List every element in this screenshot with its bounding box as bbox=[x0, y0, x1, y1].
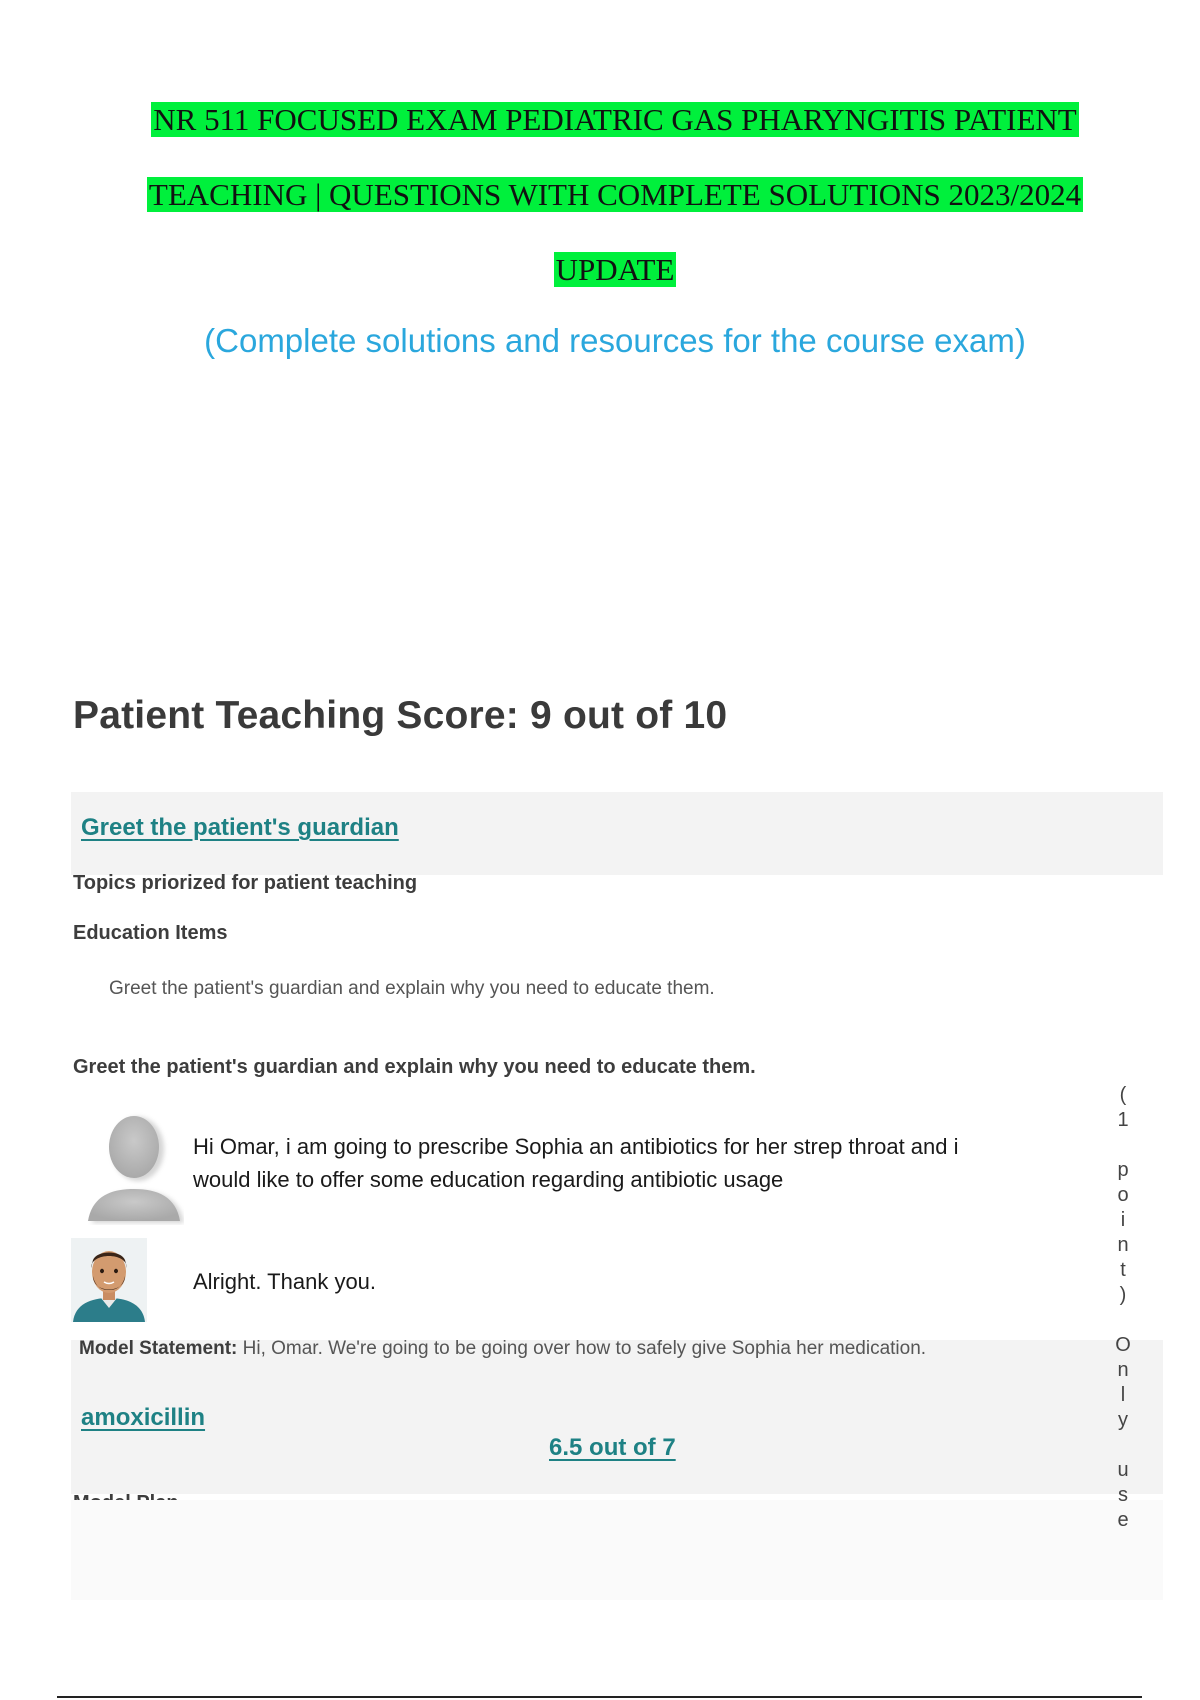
topics-label: Topics priorized for patient teaching bbox=[73, 872, 418, 894]
model-statement-band bbox=[71, 1340, 1163, 1494]
document-title bbox=[100, 82, 1130, 307]
margin-note-char: e bbox=[1117, 1509, 1129, 1531]
margin-note-char: p bbox=[1117, 1159, 1129, 1181]
title-line-1: NR 511 FOCUSED EXAM PEDIATRIC GAS PHARYNGITIS PATIENT bbox=[153, 102, 1077, 137]
margin-note-char: u bbox=[1117, 1459, 1129, 1481]
patient-teaching-score-heading: Patient Teaching Score: 9 out of 10 bbox=[73, 694, 728, 737]
greet-guardian-link[interactable]: Greet the patient's guardian bbox=[81, 814, 399, 841]
page-bottom-divider bbox=[57, 1696, 1142, 1698]
margin-note-char: s bbox=[1118, 1484, 1128, 1506]
amoxicillin-link[interactable]: amoxicillin bbox=[81, 1404, 206, 1431]
margin-note-char: O bbox=[1115, 1334, 1131, 1356]
margin-note-char: t bbox=[1120, 1259, 1126, 1281]
guardian-message: Alright. Thank you. bbox=[193, 1269, 377, 1294]
user-silhouette-icon bbox=[84, 1107, 184, 1225]
title-line-2: TEACHING | QUESTIONS WITH COMPLETE SOLUTIONS 2023/2024 bbox=[148, 177, 1082, 212]
title-line-3: UPDATE bbox=[555, 252, 675, 287]
model-plan-band bbox=[71, 1500, 1163, 1600]
document-subtitle: (Complete solutions and resources for the course exam) bbox=[204, 322, 1026, 359]
model-statement bbox=[79, 1338, 926, 1360]
bearded-man-avatar-icon bbox=[71, 1238, 147, 1322]
margin-note-char: o bbox=[1117, 1184, 1129, 1206]
vertical-margin-note bbox=[1111, 1083, 1135, 1533]
margin-note-char: y bbox=[1118, 1409, 1128, 1431]
provider-message: Hi Omar, i am going to prescribe Sophia an antibiotics for her strep throat and i would like to offer some education regarding antibiotic usage bbox=[193, 1134, 959, 1192]
margin-note-char: ( bbox=[1119, 1084, 1127, 1106]
model-statement-text: Hi, Omar. We're going to be going over how to safely give Sophia her medication. bbox=[237, 1338, 927, 1359]
margin-note-char: ) bbox=[1119, 1284, 1127, 1306]
margin-note-char: l bbox=[1120, 1384, 1126, 1406]
margin-note-char: n bbox=[1117, 1359, 1129, 1381]
model-statement-label: Model Statement: bbox=[79, 1338, 238, 1359]
amoxicillin-score-link[interactable]: 6.5 out of 7 bbox=[549, 1434, 676, 1461]
education-item: Greet the patient's guardian and explain why you need to educate them. bbox=[109, 978, 715, 999]
greet-question: Greet the patient's guardian and explain why you need to educate them. bbox=[73, 1056, 756, 1078]
education-items-label: Education Items bbox=[73, 922, 228, 944]
margin-note-char: i bbox=[1120, 1209, 1126, 1231]
margin-note-char: n bbox=[1117, 1234, 1129, 1256]
margin-note-char: 1 bbox=[1117, 1109, 1129, 1131]
